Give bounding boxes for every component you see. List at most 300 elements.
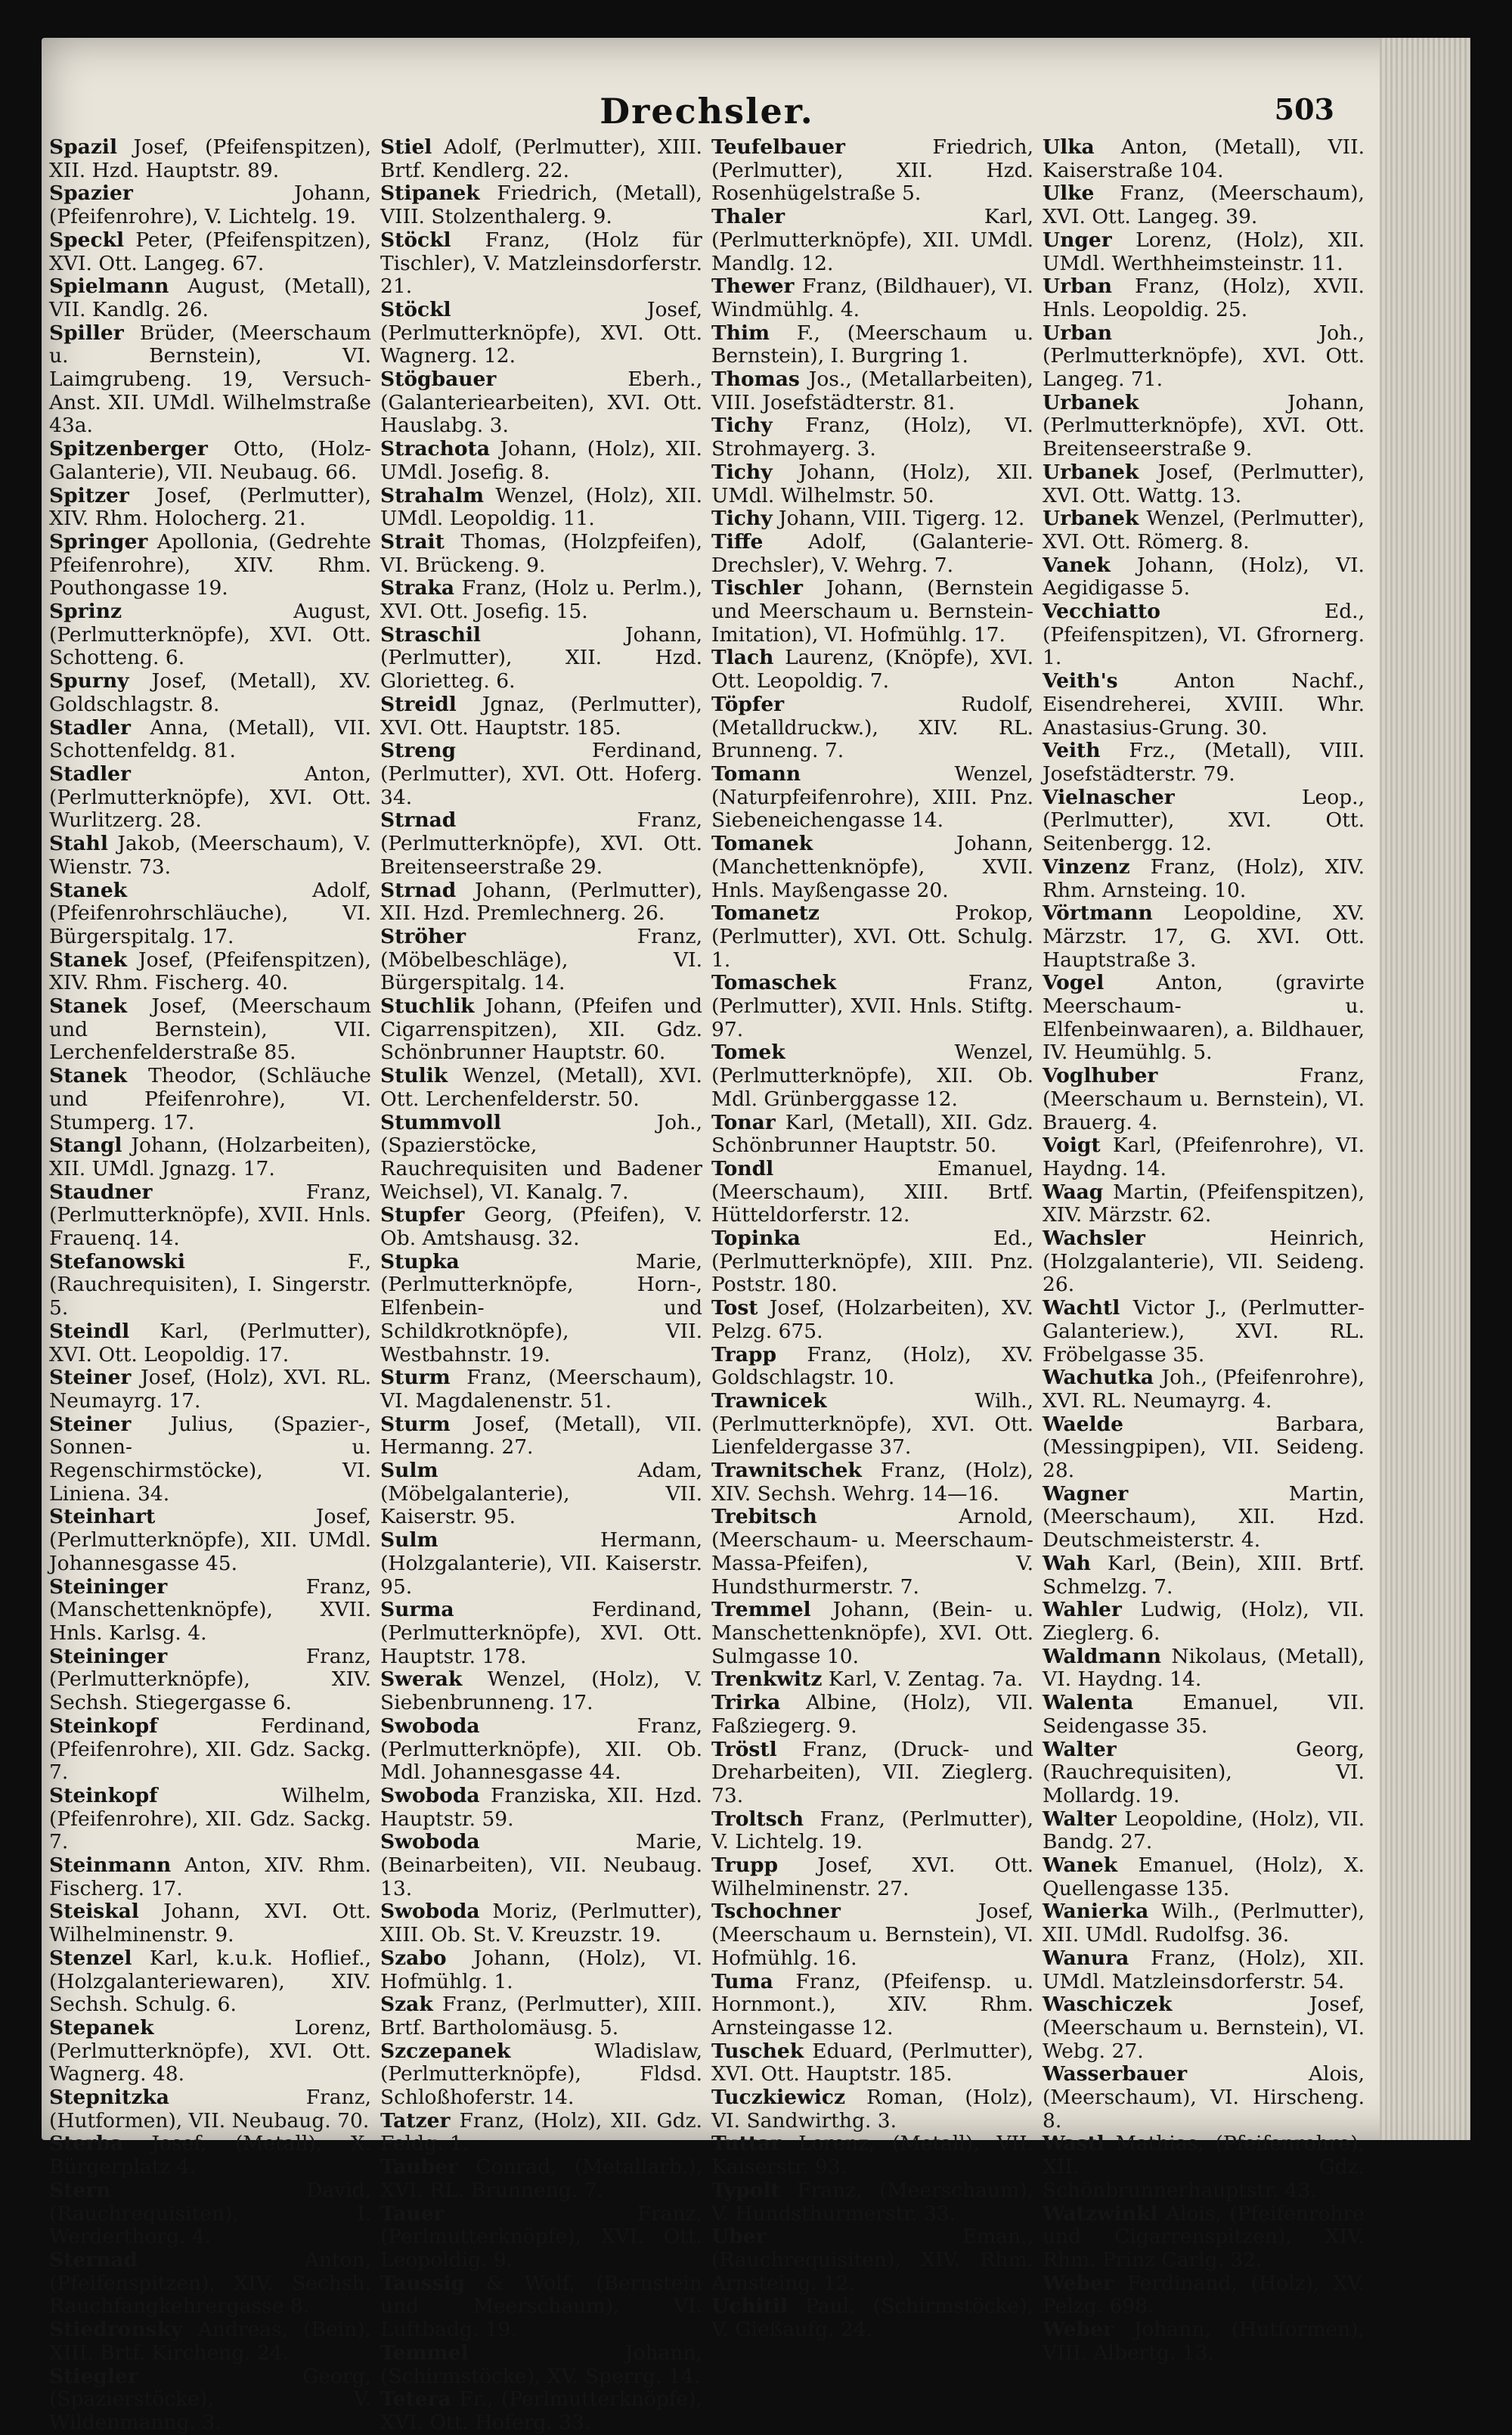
entry-details: Ferdinand, (Pfeifenrohre), XII. Gdz. Sackg. 7. (49, 1714, 371, 1785)
entry-name: Stadler (49, 762, 131, 786)
entry-details: Wenzel, (Holz), V. Siebenbrunneng. 17. (380, 1667, 702, 1715)
entry-name: Walenta (1043, 1691, 1134, 1715)
entry-name: Spazil (49, 135, 118, 159)
directory-entry (1043, 786, 1365, 856)
directory-entry (380, 1204, 702, 1250)
directory-entry (380, 182, 702, 228)
entry-details: Johann, (Holz), VI. Hofmühlg. 1. (380, 1946, 702, 1993)
entry-name: Spielmann (49, 275, 169, 299)
entry-details: Franz, (Holz), VI. Strohmayerg. 3. (711, 414, 1033, 461)
entry-details: Franz, (Pfeifensp. u. Hornmont.), XIV. Rhm. Arnsteingasse 12. (711, 1969, 1033, 2040)
entry-details: Johann, (Bernstein und Meerschaum u. Bernstein-Imitation), VI. Hofmühlg. 17. (711, 576, 1033, 647)
directory-entry (711, 1739, 1033, 1808)
entry-details: Franz, (Perlmutterknöpfe), XII. Ob. Mdl. Johannesgasse 44. (380, 1714, 702, 1785)
directory-entry (380, 1251, 702, 1367)
directory-entry (711, 2086, 1033, 2133)
directory-entry (1043, 507, 1365, 554)
entry-details: Adolf, (Perlmutter), XIII. Brtf. Kendlerg. 22. (380, 135, 702, 182)
directory-entry (380, 926, 702, 995)
entry-details: Wenzel, (Holz), XII. UMdl. Leopoldig. 11. (380, 483, 702, 531)
directory-entry (711, 1227, 1033, 1297)
entry-details: Wenzel, (Perlmutterknöpfe), XII. Ob. Mdl. Grünberggasse 12. (711, 1041, 1033, 1111)
entry-details: Emanuel, (Holz), X. Quellengasse 135. (1043, 1853, 1365, 1900)
entry-details: Anton, XIV. Rhm. Fischerg. 17. (49, 1853, 371, 1900)
directory-entry (49, 2133, 371, 2179)
directory-entry (49, 2017, 371, 2086)
directory-entry (1043, 600, 1365, 670)
entry-name: Wachsler (1043, 1227, 1145, 1251)
entry-name: Stupka (380, 1249, 460, 1273)
entry-details: Josef, (Metall), XV. Goldschlagstr. 8. (49, 669, 371, 716)
entry-name: Sprinz (49, 600, 122, 624)
entry-name: Stöckl (380, 297, 451, 321)
entry-name: Spiller (49, 321, 124, 345)
entry-details: Franz, (Holz), XII. Gdz. Feldg. 1. (380, 2108, 702, 2156)
entry-details: Emanuel, (Meerschaum), XIII. Brtf. Hütteldorferstr. 12. (711, 1156, 1033, 1227)
directory-entry (711, 763, 1033, 833)
entry-details: Joh., (Perlmutterknöpfe), XVI. Ott. Langeg. 71. (1043, 321, 1365, 392)
entry-details: Franz, (Hutformen), VII. Neubaug. 70. (49, 2086, 371, 2133)
entry-details: Jos., (Metallarbeiten), VIII. Josefstädterstr. 81. (711, 368, 1033, 414)
directory-entry (380, 2110, 702, 2156)
entry-details: Josef, (Perlmutterknöpfe), XII. UMdl. Johannesgasse 45. (49, 1505, 371, 1575)
entry-name: Uchitil (711, 2294, 788, 2319)
entry-details: Josef, (Pfeifenspitzen), XII. Hzd. Hauptstr. 89. (49, 135, 371, 182)
entry-name: Strachota (380, 437, 490, 461)
entry-details: Jakob, (Meerschaum), V. Wienstr. 73. (49, 832, 371, 879)
entry-details: Josef, (Meerschaum u. Bernstein), VI. Hofmühlg. 16. (711, 1900, 1033, 1970)
directory-entry (1043, 1808, 1365, 1854)
entry-details: Lorenz, (Holz), XII. UMdl. Werthheimsteinstr. 11. (1043, 228, 1365, 275)
page-title: Drechsler. (600, 91, 814, 132)
entry-name: Swoboda (380, 1783, 480, 1807)
directory-entry (380, 531, 702, 577)
directory-entry (380, 438, 702, 484)
directory-entry (711, 1808, 1033, 1854)
entry-name: Tuschek (711, 2039, 804, 2063)
directory-entry (711, 577, 1033, 647)
entry-details: Johann, (Bein- u. Manschettenknöpfe), XVI. Ott. Sulmgasse 10. (711, 1598, 1033, 1668)
directory-entry (711, 1459, 1033, 1506)
entry-details: Johann, (Pfeifen und Cigarrenspitzen), XII. Gdz. Schönbrunner Hauptstr. 60. (380, 994, 702, 1065)
directory-entry (380, 229, 702, 299)
directory-entry (1043, 1483, 1365, 1553)
entry-name: Veith's (1043, 669, 1118, 693)
entry-name: Straka (380, 576, 455, 600)
entry-name: Ströher (380, 924, 466, 948)
entry-details: F., (Rauchrequisiten), I. Singerstr. 5. (49, 1249, 371, 1320)
directory-entry (711, 647, 1033, 693)
entry-details: Heinrich, (Holzgalanterie), VII. Seideng. 26. (1043, 1227, 1365, 1297)
entry-name: Tschochner (711, 1900, 841, 1924)
entry-name: Wagner (1043, 1481, 1129, 1506)
entry-name: Tuttar (711, 2132, 782, 2156)
entry-details: Wilhelm, (Pfeifenrohre), XII. Gdz. Sackg. 7. (49, 1783, 371, 1854)
entry-name: Tomanetz (711, 901, 820, 926)
entry-name: Tichy (711, 507, 773, 531)
entry-name: Steiskal (49, 1900, 139, 1924)
directory-entry (380, 1900, 702, 1946)
directory-entry (1043, 856, 1365, 902)
entry-details: Franz, (Meerschaum), VI. Magdalenenstr. 51. (380, 1366, 702, 1413)
directory-entry (711, 136, 1033, 206)
entry-name: Szczepanek (380, 2039, 511, 2063)
entry-details: Ed., (Perlmutterknöpfe), XIII. Pnz. Poststr. 180. (711, 1227, 1033, 1297)
entry-details: Mathias, (Pfeifenrohre), XII. Gdz. Schönbrunnerhauptstr. 43. (1043, 2132, 1365, 2202)
entry-details: Julius, (Spazier-, Sonnen- u. Regenschirmstöcke), VI. Liniena. 34. (49, 1412, 371, 1506)
directory-entry (49, 1900, 371, 1946)
entry-details: Alois, (Pfeifenrohre und Cigarrenspitzen), XIV. Rhm. Prinz Carlg. 32. (1043, 2201, 1365, 2272)
directory-entry (380, 1947, 702, 1993)
entry-details: Victor J., (Perlmutter-Galanteriew.), XVI. RL. Fröbelgasse 35. (1043, 1296, 1365, 1366)
entry-name: Waag (1043, 1180, 1104, 1204)
entry-details: Adam, (Möbelgalanterie), VII. Kaiserstr. 95. (380, 1459, 702, 1529)
entry-details: Eberh., (Galanteriearbeiten), XVI. Ott. Hauslabg. 3. (380, 368, 702, 438)
entry-details: Anton Nachf., Eisendreherei, XVIII. Whr. Anastasius-Grung. 30. (1043, 669, 1365, 740)
entry-details: Arnold, (Meerschaum- u. Meerschaum-Massa-Pfeifen), V. Hundsthurmerstr. 7. (711, 1505, 1033, 1599)
entry-name: Tonar (711, 1110, 776, 1134)
entry-details: Joh., (Spazierstöcke, Rauchrequisiten und Badener Weichsel), VI. Kanalg. 7. (380, 1110, 702, 1204)
directory-entry (1043, 1413, 1365, 1483)
directory-entry (711, 2040, 1033, 2086)
directory-entry (1043, 1065, 1365, 1134)
entry-details: Anton, (Perlmutterknöpfe), XVI. Ott. Wurlitzerg. 28. (49, 762, 371, 833)
entry-name: Tomanek (711, 832, 813, 856)
entry-details: Josef, (Metall), VII. Hermanng. 27. (380, 1412, 702, 1459)
entry-details: Wilh., (Perlmutterknöpfe), XVI. Ott. Lienfeldergasse 37. (711, 1388, 1033, 1459)
directory-entry (711, 2133, 1033, 2179)
entry-details: Leopoldine, (Holz), VII. Bandg. 27. (1043, 1807, 1365, 1854)
entry-name: Typolt (711, 2178, 780, 2202)
entry-name: Stepnitzka (49, 2086, 169, 2110)
entry-details: Leop., (Perlmutter), XVI. Ott. Seitenbergg. 12. (1043, 785, 1365, 856)
directory-entry (1043, 554, 1365, 600)
directory-entry (1043, 229, 1365, 275)
entry-name: Trenkwitz (711, 1667, 823, 1692)
directory-entry (1043, 2203, 1365, 2272)
entry-details: Prokop, (Perlmutter), XVI. Ott. Schulg. 1. (711, 901, 1033, 972)
entry-name: Tichy (711, 414, 773, 438)
page-edges (1380, 38, 1470, 2140)
entry-details: Karl, V. Zentag. 7a. (828, 1667, 1024, 1692)
entry-details: Anna, (Metall), VII. Schottenfeldg. 81. (49, 715, 371, 763)
entry-name: Strahalm (380, 483, 485, 507)
directory-entry (49, 1854, 371, 1900)
entry-details: F., (Meerschaum u. Bernstein), I. Burgring 1. (711, 321, 1033, 368)
entry-name: Steinkopf (49, 1714, 158, 1738)
page-number: 503 (1274, 92, 1334, 126)
directory-entry (49, 1715, 371, 1785)
entry-name: Sternad (49, 2247, 138, 2272)
entry-name: Topinka (711, 1227, 801, 1251)
entry-name: Waelde (1043, 1412, 1123, 1436)
entry-name: Trebitsch (711, 1505, 817, 1529)
entry-name: Stadler (49, 715, 131, 740)
entry-name: Trupp (711, 1853, 779, 1878)
entry-name: Stanek (49, 948, 128, 972)
entry-name: Thewer (711, 275, 795, 299)
directory-entry (711, 2295, 1033, 2341)
entry-details: August, (Metall), VII. Kandlg. 26. (49, 275, 371, 321)
entry-details: Jgnaz, (Perlmutter), XVI. Ott. Hauptstr. 185. (380, 692, 702, 740)
entry-name: Ulka (1043, 135, 1095, 159)
entry-details: Johann, (Perlmutterknöpfe), XVI. Ott. Breitenseerstraße 9. (1043, 390, 1365, 461)
directory-entry (711, 972, 1033, 1041)
entry-details: Andreas, (Bein), XIII. Brtf. Kircheng. 24. (49, 2318, 371, 2365)
entry-details: Georg, (Spazierstöcke), V. Wildenmanng. 3. (49, 2364, 371, 2434)
directory-entry (380, 1993, 702, 2040)
entry-name: Spazier (49, 181, 133, 206)
entry-details: Ludwig, (Holz), VII. Zieglerg. 6. (1043, 1598, 1365, 1645)
entry-details: Georg, (Rauchrequisiten), VI. Mollardg. 19. (1043, 1737, 1365, 1807)
directory-entry (380, 740, 702, 809)
entry-name: Stanek (49, 1064, 128, 1088)
directory-entry (380, 1715, 702, 1785)
entry-name: Waldmann (1043, 1644, 1161, 1668)
entry-name: Vogel (1043, 971, 1105, 995)
entry-details: Josef, (Holz), XVI. RL. Neumayrg. 17. (49, 1366, 371, 1413)
directory-entry (49, 485, 371, 531)
entry-details: Franz, (Holz), XII. UMdl. Matzleinsdorferstr. 54. (1043, 1946, 1365, 1993)
directory-entry (711, 322, 1033, 368)
entry-name: Temmel (380, 2340, 469, 2365)
directory-entry (49, 670, 371, 716)
entry-details: Johann, (Schirmstöcke), XV. Sperrg. 14. (380, 2340, 702, 2388)
entry-name: Sturm (380, 1366, 451, 1390)
directory-entry (711, 1506, 1033, 1599)
entry-details: Martin, (Meerschaum), XII. Hzd. Deutschmeisterstr. 4. (1043, 1481, 1365, 1553)
entry-details: Georg, (Pfeifen), V. Ob. Amtshausg. 32. (380, 1203, 702, 1251)
entry-name: Urbanek (1043, 390, 1139, 414)
entry-name: Swoboda (380, 1714, 480, 1738)
directory-entry (380, 1785, 702, 1831)
entry-details: Franz, (Perlmutter), V. Lichtelg. 19. (711, 1807, 1033, 1854)
directory-entry (1043, 740, 1365, 786)
entry-details: Martin, (Pfeifenspitzen), XIV. Märzstr. 62. (1043, 1180, 1365, 1227)
entry-details: Karl, (Perlmutterknöpfe), XII. UMdl. Mandlg. 12. (711, 205, 1033, 275)
entry-name: Stenzel (49, 1946, 132, 1970)
entry-name: Steindl (49, 1319, 130, 1343)
directory-entry (49, 1181, 371, 1251)
entry-details: Josef, (Pfeifenspitzen), XIV. Rhm. Fischerg. 40. (49, 948, 371, 995)
directory-entry (711, 1112, 1033, 1158)
directory-columns (49, 135, 1365, 2434)
directory-entry (380, 1599, 702, 1668)
entry-details: Karl, k.u.k. Hoflief., (Holzgalanteriewaren), XIV. Sechsh. Schulg. 6. (49, 1946, 371, 2017)
directory-entry (380, 299, 702, 368)
entry-details: Thomas, (Holzpfeifen), VI. Brückeng. 9. (380, 529, 702, 577)
entry-name: Watzwinkl (1043, 2201, 1158, 2226)
directory-entry (49, 1413, 371, 1506)
entry-name: Steinmann (49, 1853, 172, 1878)
entry-details: Theodor, (Schläuche und Pfeifenrohre), VI. Stumperg. 17. (49, 1064, 371, 1134)
entry-name: Töpfer (711, 692, 785, 716)
directory-entry (1043, 1553, 1365, 1599)
entry-name: Stepanek (49, 2015, 154, 2040)
entry-name: Tuczkiewicz (711, 2086, 846, 2110)
entry-details: Ferdinand, (Holz), XV. Pelzg. 698. (1043, 2271, 1365, 2319)
entry-name: Wahler (1043, 1598, 1122, 1622)
entry-details: Eman., (Rauchrequisiten), XIV. Rhm. Arnsteing. 12. (711, 2225, 1033, 2295)
entry-name: Vörtmann (1043, 901, 1153, 926)
directory-entry (49, 879, 371, 949)
entry-details: Johann, (Holz), XII. UMdl. Josefig. 8. (380, 437, 702, 484)
directory-entry (711, 693, 1033, 763)
entry-name: Wanierka (1043, 1900, 1149, 1924)
entry-name: Stiel (380, 135, 432, 159)
directory-entry (380, 1459, 702, 1529)
entry-details: Josef, (Perlmutterknöpfe), XVI. Ott. Wagnerg. 12. (380, 297, 702, 368)
entry-name: Waschiczek (1043, 1993, 1173, 2017)
entry-name: Sulm (380, 1459, 438, 1483)
directory-entry (711, 531, 1033, 577)
entry-name: Stefanowski (49, 1249, 185, 1273)
entry-name: Thaler (711, 205, 785, 229)
directory-entry (49, 438, 371, 484)
entry-name: Tondl (711, 1156, 774, 1180)
directory-entry (711, 507, 1033, 531)
entry-name: Urbanek (1043, 507, 1139, 531)
entry-name: Veith (1043, 739, 1101, 763)
directory-entry (49, 2365, 371, 2435)
entry-name: Tetera (380, 2387, 451, 2412)
entry-name: Wanura (1043, 1946, 1129, 1970)
directory-entry (711, 1041, 1033, 1111)
entry-name: Vanek (1043, 553, 1111, 577)
directory-entry (1043, 275, 1365, 321)
entry-details: Franz, (Perlmutter), XIII. Brtf. Bartholomäusg. 5. (380, 1993, 702, 2040)
directory-entry (1043, 461, 1365, 507)
entry-details: Wenzel, (Perlmutter), XVI. Ott. Römerg. 8. (1043, 507, 1365, 554)
directory-entry (1043, 392, 1365, 461)
entry-name: Stern (49, 2178, 111, 2202)
entry-details: Frz., (Metall), VIII. Josefstädterstr. 79. (1043, 739, 1365, 786)
directory-entry (380, 809, 702, 879)
entry-name: Urban (1043, 321, 1113, 345)
directory-entry (711, 1390, 1033, 1459)
directory-entry (711, 1668, 1033, 1692)
entry-name: Wasserbauer (1043, 2062, 1188, 2086)
directory-entry (49, 322, 371, 439)
entry-name: Tichy (711, 460, 773, 484)
directory-entry (711, 1854, 1033, 1900)
directory-column (711, 136, 1033, 2435)
directory-entry (380, 624, 702, 693)
directory-entry (711, 1599, 1033, 1668)
entry-details: Josef, (Meerschaum und Bernstein), VII. Lerchenfelderstraße 85. (49, 994, 371, 1065)
entry-details: Franz, (Druck- und Dreharbeiten), VII. Zieglerg. 73. (711, 1737, 1033, 1807)
directory-entry (380, 995, 702, 1065)
entry-name: Tröstl (711, 1737, 777, 1761)
directory-entry (1043, 2272, 1365, 2319)
entry-name: Walter (1043, 1737, 1117, 1761)
entry-details: Brüder, (Meerschaum u. Bernstein), VI. Laimgrubeng. 19, Versuch-Anst. XII. UMdl. Wilhelmstraße 43a. (49, 321, 371, 438)
entry-details: Franz, (Holz für Tischler), V. Matzleinsdorferstr. 21. (380, 228, 702, 299)
entry-name: Urbanek (1043, 460, 1139, 484)
entry-details: Rudolf, (Metalldruckw.), XIV. RL. Brunneng. 7. (711, 692, 1033, 763)
entry-name: Uber (711, 2225, 767, 2249)
entry-name: Surma (380, 1598, 454, 1622)
directory-entry (49, 531, 371, 600)
entry-details: Conrad, (Metallarb.), XVI. RL. Brunneng. 7. (380, 2155, 702, 2202)
directory-entry (711, 902, 1033, 972)
directory-entry (49, 763, 371, 833)
directory-entry (49, 1251, 371, 1320)
directory-entry (711, 414, 1033, 461)
directory-column (1043, 136, 1365, 2435)
entry-name: Vecchiatto (1043, 600, 1160, 624)
entry-name: Stummvoll (380, 1110, 501, 1134)
entry-details: Wenzel, (Naturpfeifenrohre), XIII. Pnz. Siebeneichengasse 14. (711, 762, 1033, 833)
entry-details: Ferdinand, (Perlmutter), XVI. Ott. Hoferg. 34. (380, 739, 702, 809)
entry-name: Tischler (711, 576, 803, 600)
entry-name: Stupfer (380, 1203, 465, 1227)
entry-name: Stiedronsky (49, 2318, 183, 2342)
entry-name: Sulm (380, 1528, 438, 1553)
entry-details: Emanuel, VII. Seidengasse 35. (1043, 1691, 1365, 1738)
entry-name: Swoboda (380, 1830, 480, 1854)
directory-entry (711, 461, 1033, 507)
entry-name: Stiegler (49, 2364, 138, 2388)
entry-details: Eduard, (Perlmutter), XVI. Ott. Hauptstr. 185. (711, 2039, 1033, 2086)
entry-details: Wenzel, (Metall), XVI. Ott. Lerchenfelderstr. 50. (380, 1064, 702, 1111)
directory-entry (711, 1158, 1033, 1227)
entry-name: Stuchlik (380, 994, 475, 1019)
entry-details: Ed., (Pfeifenspitzen), VI. Gfrornerg. 1. (1043, 600, 1365, 670)
directory-entry (49, 1947, 371, 2017)
entry-name: Stöckl (380, 228, 451, 252)
directory-entry (380, 1065, 702, 1111)
entry-name: Stanek (49, 878, 128, 902)
entry-details: Wladislaw, (Perlmutterknöpfe), Fldsd. Schloßhoferstr. 14. (380, 2039, 702, 2110)
directory-entry (711, 275, 1033, 321)
entry-details: Alois, (Meerschaum), VI. Hirscheng. 8. (1043, 2062, 1365, 2133)
directory-entry (1043, 1692, 1365, 1738)
directory-entry (711, 1900, 1033, 1970)
directory-entry (380, 2203, 702, 2272)
directory-entry (1043, 2133, 1365, 2202)
entry-details: Fr., (Perlmutterknöpfe), XVI. Ott. Hoferg. 33. (380, 2387, 702, 2434)
entry-name: Tiffe (711, 529, 764, 554)
entry-name: Trirka (711, 1691, 781, 1715)
entry-details: Leopoldine, XV. Märzstr. 17, G. XVI. Ott. Hauptstraße 3. (1043, 901, 1365, 972)
directory-entry (49, 1576, 371, 1646)
directory-entry (1043, 2063, 1365, 2133)
directory-entry (1043, 1181, 1365, 1227)
directory-entry (380, 485, 702, 531)
directory-entry (380, 2342, 702, 2388)
entry-name: Thim (711, 321, 770, 345)
entry-details: Johann, (Perlmutter), XII. Hzd. Premlechnerg. 26. (380, 878, 702, 926)
entry-name: Walter (1043, 1807, 1117, 1831)
directory-entry (49, 1366, 371, 1413)
entry-details: Josef, (Perlmutter), XVI. Ott. Wattg. 13. (1043, 460, 1365, 507)
directory-entry (49, 1646, 371, 1715)
entry-details: Franz, (Perlmutterknöpfe), XVI. Ott. Breitenseerstraße 29. (380, 808, 702, 879)
entry-name: Swerak (380, 1667, 463, 1692)
entry-name: Wastl (1043, 2132, 1105, 2156)
directory-entry (1043, 322, 1365, 392)
entry-details: Josef, XVI. Ott. Wilhelminenstr. 27. (711, 1853, 1033, 1900)
entry-name: Steiner (49, 1412, 132, 1436)
directory-entry (49, 1320, 371, 1366)
directory-entry (380, 136, 702, 182)
entry-details: Franz, (Holz), XIV. Rhm. Arnsteing. 10. (1043, 855, 1365, 902)
entry-name: Streng (380, 739, 456, 763)
entry-name: Voigt (1043, 1134, 1101, 1158)
entry-name: Szabo (380, 1946, 447, 1970)
entry-details: Franz, (Meerschaum), XVI. Ott. Langeg. 39. (1043, 181, 1365, 229)
